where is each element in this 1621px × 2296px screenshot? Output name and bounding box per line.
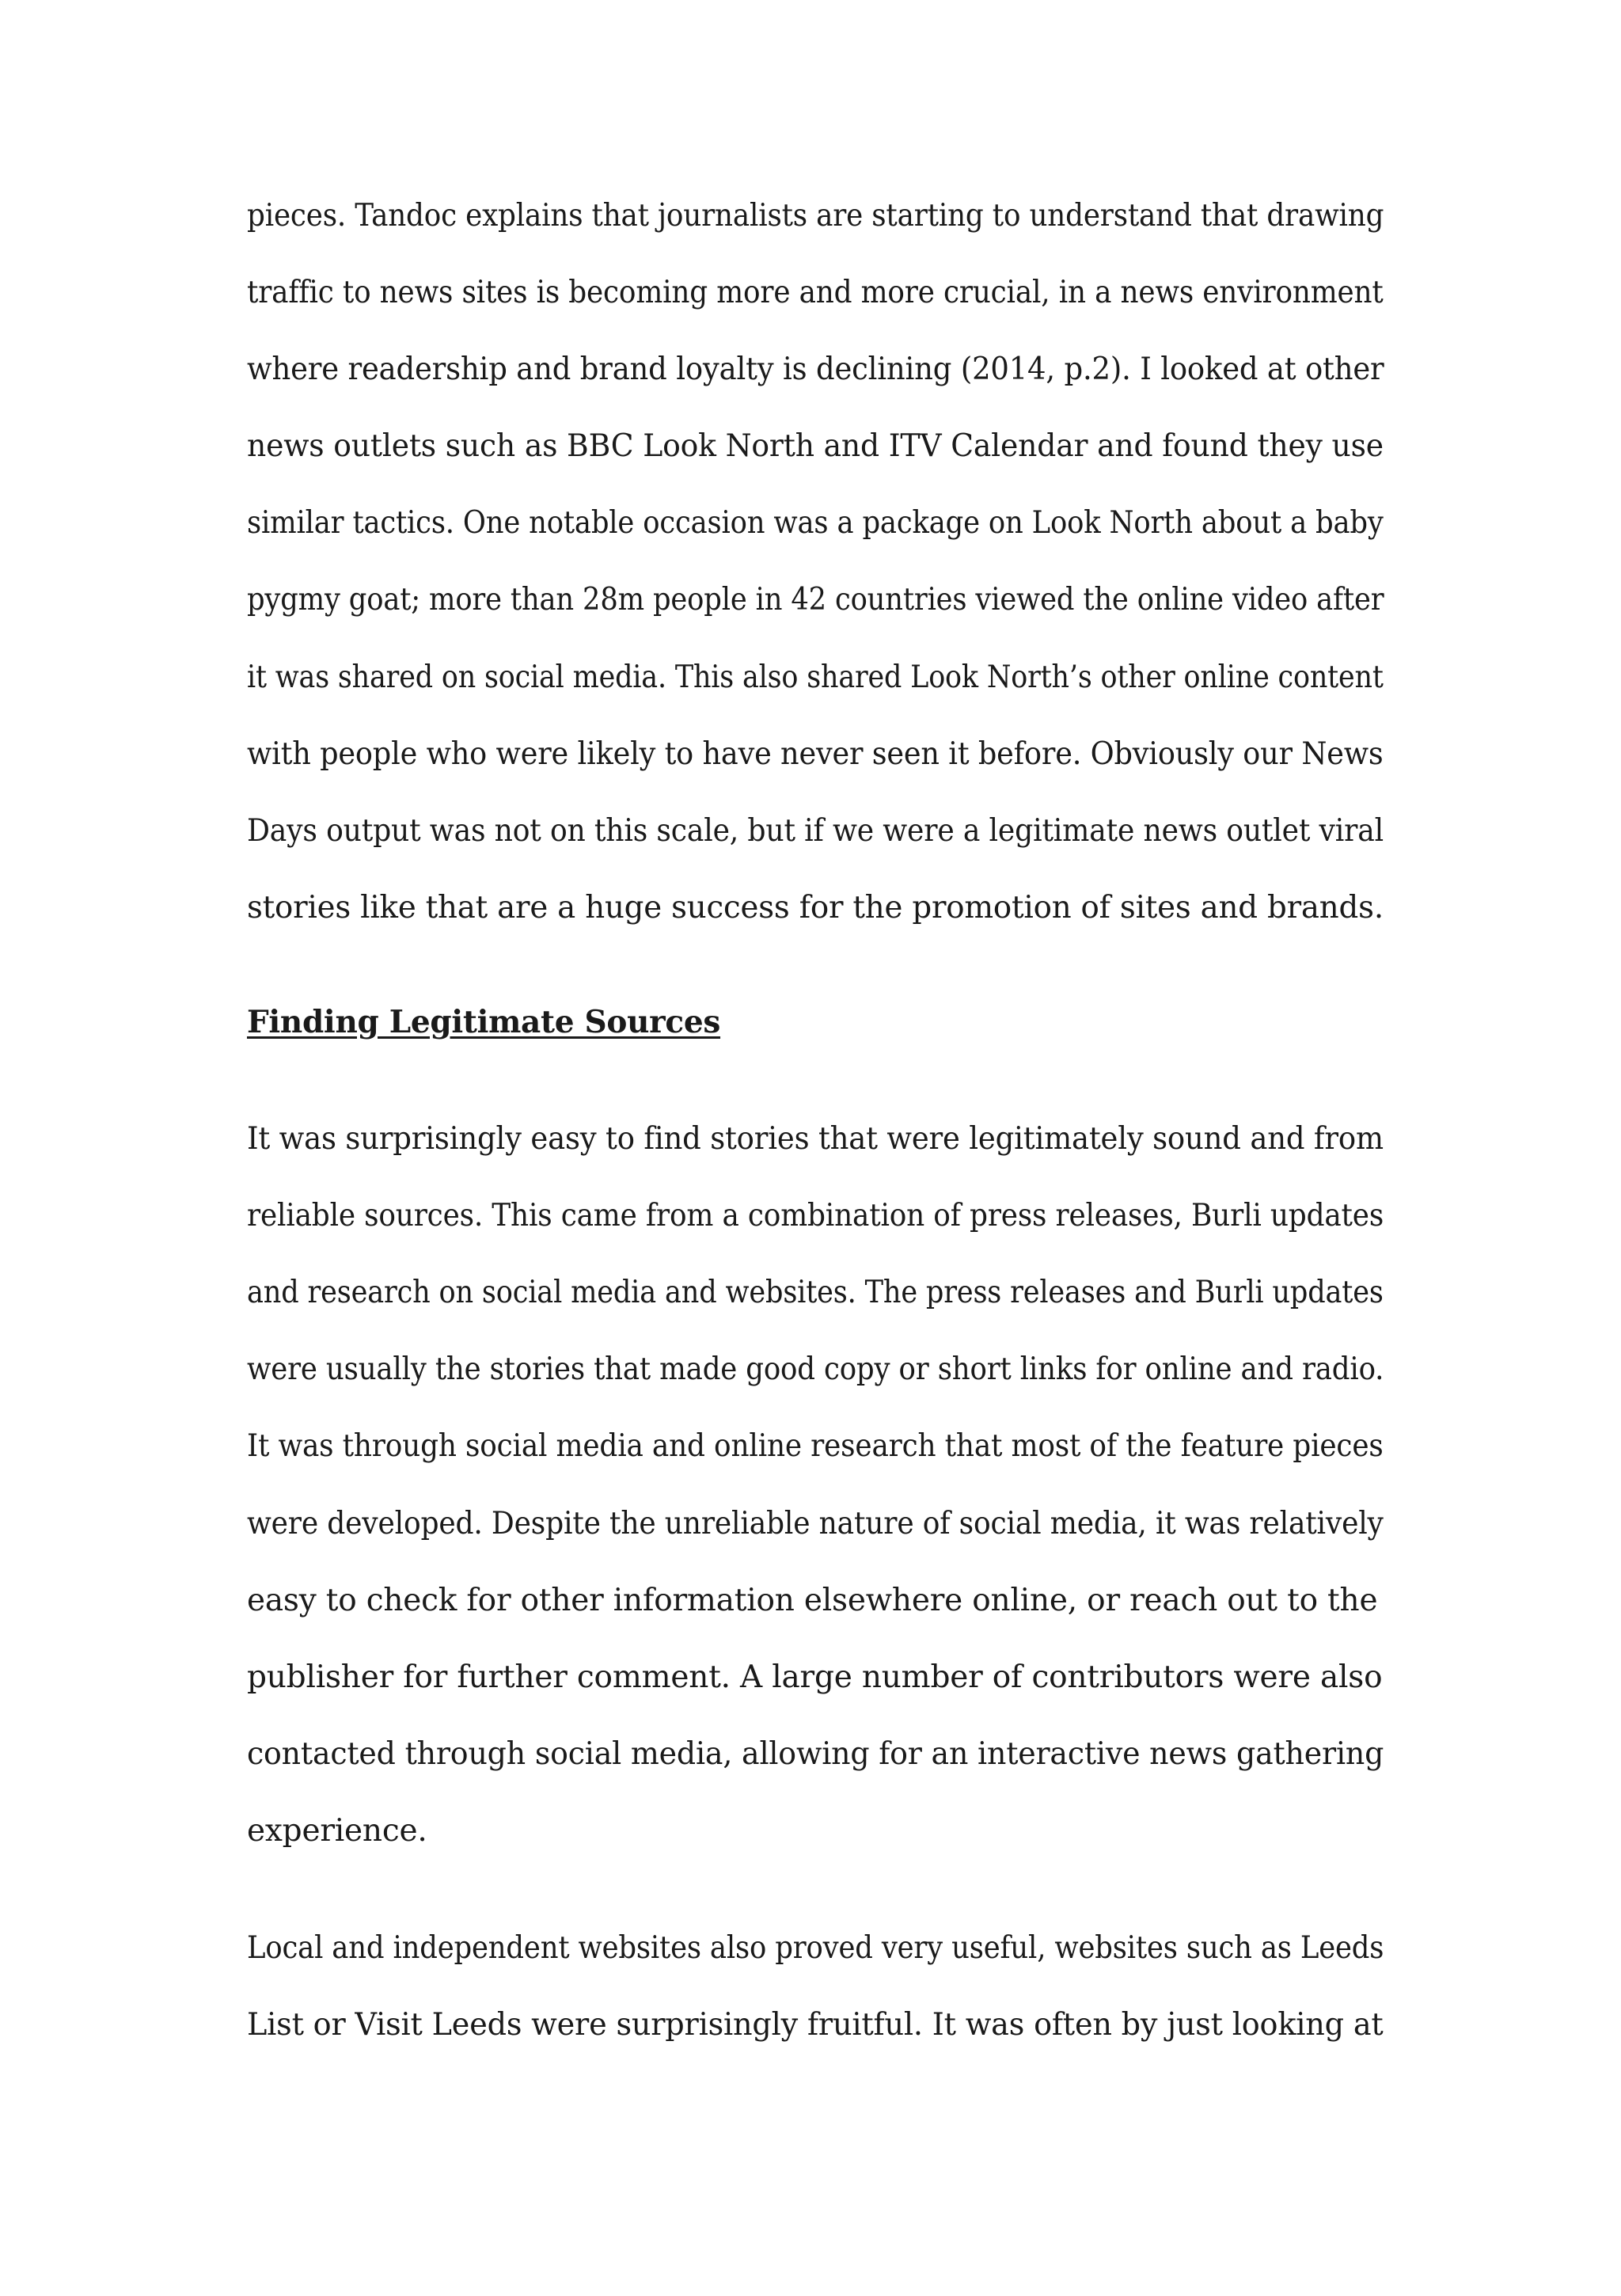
paragraph-line: It was surprisingly easy to find stories that were legitimately sound and from [247, 1121, 1384, 1157]
paragraph-line: contacted through social media, allowing for an interactive news gathering [247, 1736, 1384, 1772]
paragraph-line: Local and independent websites also proved very useful, websites such as Leeds [247, 1930, 1384, 1966]
paragraph-line: easy to check for other information elsewhere online, or reach out to the [247, 1583, 1378, 1618]
paragraph-line: publisher for further comment. A large number of contributors were also [247, 1659, 1383, 1695]
paragraph-line: it was shared on social media. This also shared Look North’s other online content [247, 660, 1384, 695]
paragraph-line: stories like that are a huge success for the promotion of sites and brands. [247, 890, 1384, 926]
paragraph-line: news outlets such as BBC Look North and ITV Calendar and found they use [247, 428, 1384, 464]
paragraph-line: were developed. Despite the unreliable nature of social media, it was relatively [247, 1506, 1384, 1541]
paragraph-line: experience. [247, 1813, 427, 1849]
paragraph-line: pieces. Tandoc explains that journalists are starting to understand that drawing [247, 198, 1384, 234]
paragraph-line: traffic to news sites is becoming more and more crucial, in a news environment [247, 275, 1384, 310]
paragraph-line: were usually the stories that made good copy or short links for online and radio. [247, 1351, 1384, 1387]
paragraph-line: pygmy goat; more than 28m people in 42 countries viewed the online video after [247, 582, 1384, 618]
paragraph-line: with people who were likely to have never seen it before. Obviously our News [247, 736, 1384, 772]
section-heading: Finding Legitimate Sources [247, 1004, 721, 1040]
paragraph-line: and research on social media and websites. The press releases and Burli updates [247, 1275, 1384, 1310]
paragraph-line: reliable sources. This came from a combination of press releases, Burli updates [247, 1198, 1384, 1234]
paragraph-line: where readership and brand loyalty is declining (2014, p.2). I looked at other [247, 352, 1384, 387]
paragraph-line: similar tactics. One notable occasion was a package on Look North about a baby [247, 505, 1384, 541]
paragraph-line: Days output was not on this scale, but if we were a legitimate news outlet viral [247, 813, 1384, 849]
paragraph-line: List or Visit Leeds were surprisingly fruitful. It was often by just looking at [247, 2007, 1384, 2043]
paragraph-line: It was through social media and online research that most of the feature pieces [247, 1428, 1384, 1464]
